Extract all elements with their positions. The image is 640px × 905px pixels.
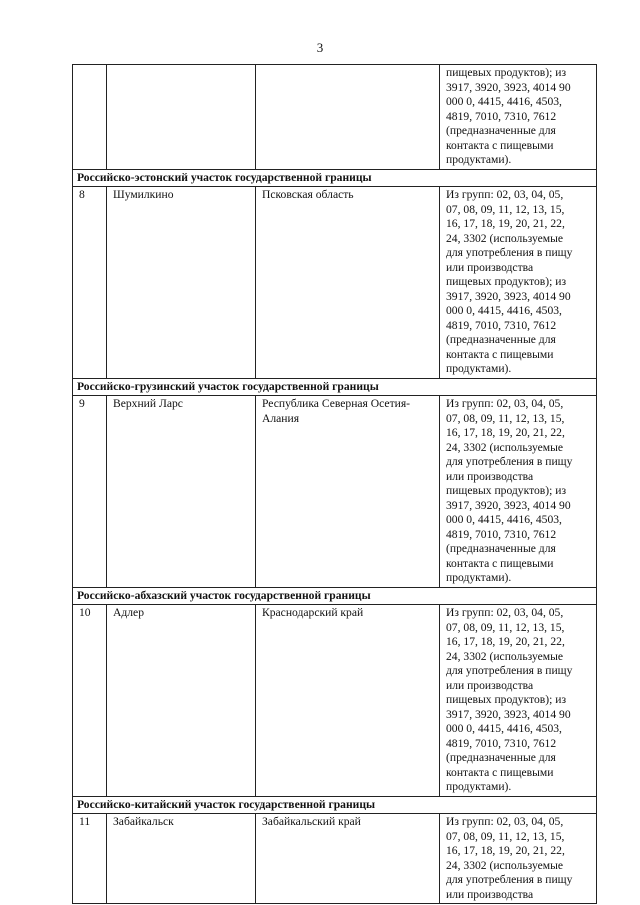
- goods-codes-cell: пищевых продуктов); из 3917, 3920, 3923, 4014 90 000 0, 4415, 4416, 4503, 4819, 7010, 7310, 7612 (предназначенные для контакта с пищевыми продуктами).: [440, 65, 597, 170]
- checkpoint-cell: [107, 65, 256, 170]
- section-header-row: [73, 169, 597, 187]
- row-number-cell: 9: [73, 396, 107, 588]
- row-number-cell: 10: [73, 605, 107, 797]
- checkpoint-cell: Адлер: [107, 605, 256, 797]
- page-number: 3: [316, 40, 324, 55]
- section-header-row: [73, 587, 597, 605]
- row-number-cell: [73, 65, 107, 170]
- region-cell: Псковская область: [256, 187, 440, 379]
- region-cell: Краснодарский край: [256, 605, 440, 797]
- goods-codes-cell: Из групп: 02, 03, 04, 05, 07, 08, 09, 11, 12, 13, 15, 16, 17, 18, 19, 20, 21, 22, 24, 3302 (используемые для употребления в пищу или производства пищевых продуктов); из 3917, 3920, 3923, 4014 90 000 0, 4415, 4416, 4503, 4819, 7010, 7310, 7612 (предназначенные для контакта с пищевыми продуктами).: [440, 605, 597, 797]
- checkpoint-cell: Забайкальск: [107, 814, 256, 904]
- section-title: Российско-эстонский участок государственной границы: [73, 169, 597, 187]
- table-row: [73, 65, 597, 170]
- table-row: [73, 605, 597, 797]
- table-row: [73, 187, 597, 379]
- checkpoints-table: [72, 64, 597, 904]
- region-cell: Забайкальский край: [256, 814, 440, 904]
- row-number-cell: 11: [73, 814, 107, 904]
- region-cell: [256, 65, 440, 170]
- section-header-row: [73, 796, 597, 814]
- goods-codes-cell: Из групп: 02, 03, 04, 05, 07, 08, 09, 11, 12, 13, 15, 16, 17, 18, 19, 20, 21, 22, 24, 3302 (используемые для употребления в пищу или производства пищевых продуктов); из 3917, 3920, 3923, 4014 90 000 0, 4415, 4416, 4503, 4819, 7010, 7310, 7612 (предназначенные для контакта с пищевыми продуктами).: [440, 396, 597, 588]
- goods-codes-cell: Из групп: 02, 03, 04, 05, 07, 08, 09, 11, 12, 13, 15, 16, 17, 18, 19, 20, 21, 22, 24, 3302 (используемые для употребления в пищу или производства пищевых продуктов); из 3917, 3920, 3923, 4014 90 000 0, 4415, 4416, 4503, 4819, 7010, 7310, 7612 (предназначенные для контакта с пищевыми продуктами).: [440, 187, 597, 379]
- table-row: [73, 396, 597, 588]
- section-title: Российско-грузинский участок государственной границы: [73, 378, 597, 396]
- checkpoint-cell: Верхний Ларс: [107, 396, 256, 588]
- region-cell: Республика Северная Осетия-Алания: [256, 396, 440, 588]
- section-title: Российско-китайский участок государственной границы: [73, 796, 597, 814]
- section-title: Российско-абхазский участок государственной границы: [73, 587, 597, 605]
- row-number-cell: 8: [73, 187, 107, 379]
- section-header-row: [73, 378, 597, 396]
- checkpoint-cell: Шумилкино: [107, 187, 256, 379]
- goods-codes-cell: Из групп: 02, 03, 04, 05, 07, 08, 09, 11, 12, 13, 15, 16, 17, 18, 19, 20, 21, 22, 24, 3302 (используемые для употребления в пищу или производства: [440, 814, 597, 904]
- table-row: [73, 814, 597, 904]
